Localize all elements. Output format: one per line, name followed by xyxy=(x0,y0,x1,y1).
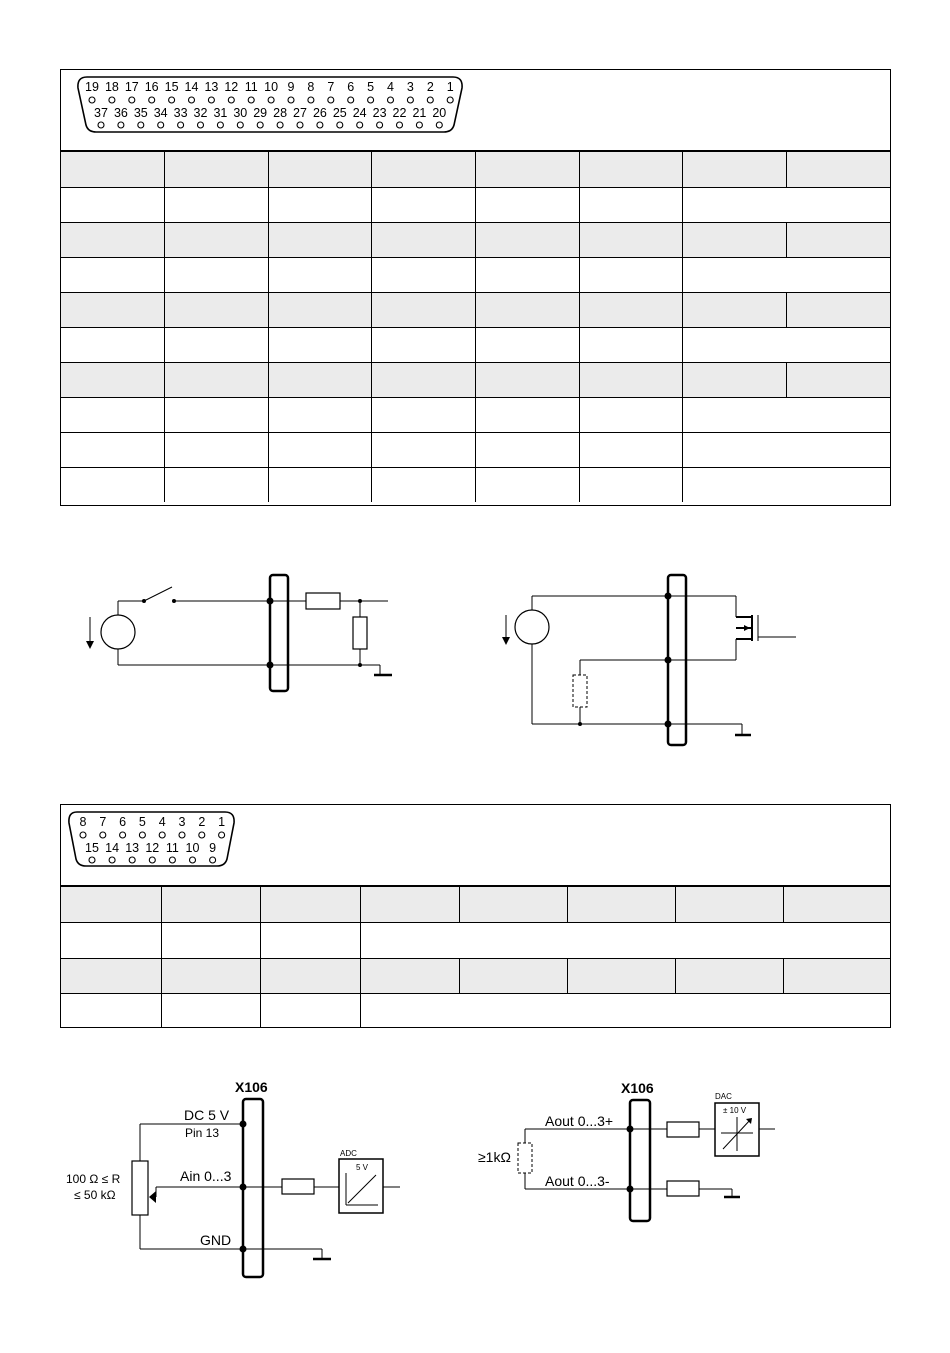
pin-number: 4 xyxy=(158,815,166,829)
switch-symbol xyxy=(144,587,172,601)
pin-contact xyxy=(149,97,155,103)
pin-contact xyxy=(169,97,175,103)
db37-connector-diagram xyxy=(61,70,481,150)
pin-number: 23 xyxy=(372,106,387,120)
pin-number: 34 xyxy=(153,106,168,120)
pin-number: 31 xyxy=(213,106,228,120)
pin-contact xyxy=(210,857,216,863)
pin-contact xyxy=(368,97,374,103)
pin-number: 14 xyxy=(184,80,199,94)
pin-contact xyxy=(427,97,433,103)
pin-contact xyxy=(337,122,343,128)
potentiometer xyxy=(132,1161,148,1215)
pin-number: 4 xyxy=(387,80,394,94)
pin-number: 12 xyxy=(145,841,160,855)
pin-number: 17 xyxy=(124,80,139,94)
pin-contact xyxy=(109,857,115,863)
pin-contact xyxy=(199,832,205,838)
pin-contact xyxy=(98,122,104,128)
pin-number: 7 xyxy=(327,80,335,94)
pin-contact xyxy=(436,122,442,128)
pin-contact xyxy=(447,97,453,103)
pin-number: 1 xyxy=(218,815,226,829)
current-source-symbol xyxy=(101,615,135,649)
pin-number: 12 xyxy=(224,80,239,94)
table-row xyxy=(61,958,890,993)
pin-number: 8 xyxy=(79,815,87,829)
pin-number: 25 xyxy=(332,106,347,120)
connector-db37-pin-table xyxy=(61,152,890,502)
connector-x106-panel xyxy=(60,804,891,1028)
digital-input-circuit xyxy=(70,565,410,705)
table-row xyxy=(61,993,890,1028)
adc-range-label: 5 V xyxy=(356,1163,369,1172)
pin-number: 29 xyxy=(253,106,268,120)
pin-contact xyxy=(308,97,314,103)
connector-bar xyxy=(630,1100,650,1221)
pin-number: 10 xyxy=(185,841,200,855)
pin-contact xyxy=(328,97,334,103)
pin-contact xyxy=(257,122,263,128)
pin-number: 22 xyxy=(392,106,407,120)
pin-contact xyxy=(317,122,323,128)
db15-connector-diagram xyxy=(61,805,261,885)
negative-label: Aout 0...3- xyxy=(545,1173,610,1189)
pin-contact xyxy=(407,97,413,103)
dac-label: DAC xyxy=(715,1092,732,1101)
load-label: ≥1kΩ xyxy=(478,1149,511,1165)
pin-number: 15 xyxy=(164,80,179,94)
positive-label: Aout 0...3+ xyxy=(545,1113,614,1129)
pin-number: 21 xyxy=(412,106,427,120)
ground-label: GND xyxy=(200,1232,232,1248)
pin-contact xyxy=(89,97,95,103)
pin-contact xyxy=(217,122,223,128)
pin-contact xyxy=(158,122,164,128)
table-row xyxy=(61,887,890,922)
pin-number: 36 xyxy=(113,106,128,120)
pin-number: 13 xyxy=(125,841,140,855)
pin-contact xyxy=(348,97,354,103)
pin-contact xyxy=(80,832,86,838)
pin-number: 6 xyxy=(119,815,127,829)
pin-number: 15 xyxy=(85,841,99,855)
table-row xyxy=(61,397,890,432)
table-row xyxy=(61,362,890,397)
pin-contact xyxy=(178,122,184,128)
pin-contact xyxy=(109,97,115,103)
series-resistor xyxy=(306,593,340,609)
pin-number: 16 xyxy=(144,80,159,94)
pin-contact xyxy=(189,97,195,103)
pin-number: 26 xyxy=(312,106,327,120)
pin-number: 11 xyxy=(165,841,179,855)
pin-number: 30 xyxy=(233,106,248,120)
pin-number: 37 xyxy=(94,106,108,120)
pin-number: 13 xyxy=(204,80,219,94)
pin-contact xyxy=(129,857,135,863)
pin-number: 35 xyxy=(133,106,148,120)
pin-contact xyxy=(237,122,243,128)
pin-contact xyxy=(268,97,274,103)
connector-db37-header xyxy=(61,70,890,152)
pin-number: 27 xyxy=(293,106,307,120)
pin-contact xyxy=(100,832,106,838)
supply-label: DC 5 V xyxy=(184,1107,230,1123)
pin-number: 9 xyxy=(209,841,217,855)
shunt-resistor xyxy=(353,617,367,649)
pin-contact xyxy=(159,832,165,838)
connector-x-db37-panel xyxy=(60,69,891,506)
pin-contact xyxy=(139,832,145,838)
pin-number: 32 xyxy=(193,106,208,120)
pin-contact xyxy=(357,122,363,128)
table-row xyxy=(61,467,890,502)
pin-number: 7 xyxy=(99,815,107,829)
pin-contact xyxy=(190,857,196,863)
pin-number: 3 xyxy=(178,815,186,829)
connector-db15-pin-table xyxy=(61,887,890,1028)
pin-contact xyxy=(219,832,225,838)
output-resistor-positive xyxy=(667,1122,699,1137)
pin-contact xyxy=(89,857,95,863)
pin-number: 20 xyxy=(432,106,447,120)
connector-bar xyxy=(270,575,288,691)
pin-number: 2 xyxy=(198,815,206,829)
pin-contact xyxy=(248,97,254,103)
table-row xyxy=(61,292,890,327)
pin-number: 24 xyxy=(352,106,367,120)
adc-label: ADC xyxy=(340,1149,357,1158)
pin-contact xyxy=(377,122,383,128)
pin-number: 1 xyxy=(446,80,454,94)
pin-number: 10 xyxy=(264,80,279,94)
table-row xyxy=(61,257,890,292)
pin-contact xyxy=(397,122,403,128)
pin-number: 28 xyxy=(273,106,288,120)
input-label: Ain 0...3 xyxy=(180,1168,232,1184)
analog-input-circuit xyxy=(60,1075,420,1285)
pin-contact xyxy=(297,122,303,128)
pin-number: 11 xyxy=(244,80,258,94)
pin-number: 33 xyxy=(173,106,188,120)
pin-number: 18 xyxy=(104,80,119,94)
pin-contact xyxy=(120,832,126,838)
dac-range-label: ± 10 V xyxy=(723,1106,747,1115)
pin-contact xyxy=(138,122,144,128)
analog-output-circuit xyxy=(475,1075,795,1235)
pin-contact xyxy=(149,857,155,863)
pin-number: 5 xyxy=(367,80,375,94)
pin-number: 14 xyxy=(105,841,120,855)
resistor-range-label-1: 100 Ω ≤ R xyxy=(66,1172,121,1186)
pin-contact xyxy=(118,122,124,128)
connector-db15-header xyxy=(61,805,890,887)
supply-pin-label: Pin 13 xyxy=(185,1126,220,1140)
pin-contact xyxy=(208,97,214,103)
pin-number: 19 xyxy=(85,80,99,94)
pin-contact xyxy=(198,122,204,128)
pin-number: 3 xyxy=(406,80,414,94)
table-row xyxy=(61,327,890,362)
current-source-symbol xyxy=(515,610,549,644)
pin-contact xyxy=(416,122,422,128)
table-row xyxy=(61,152,890,187)
input-resistor xyxy=(282,1179,314,1194)
pin-number: 5 xyxy=(138,815,146,829)
pin-number: 2 xyxy=(426,80,434,94)
pin-contact xyxy=(169,857,175,863)
pin-contact xyxy=(277,122,283,128)
optional-load-resistor xyxy=(573,675,587,707)
pin-number: 8 xyxy=(307,80,315,94)
pin-contact xyxy=(228,97,234,103)
pin-contact xyxy=(179,832,185,838)
table-row xyxy=(61,222,890,257)
connector-label: X106 xyxy=(621,1080,654,1096)
output-resistor-negative xyxy=(667,1181,699,1196)
table-row xyxy=(61,187,890,222)
pin-number: 9 xyxy=(287,80,295,94)
pin-contact xyxy=(288,97,294,103)
table-row xyxy=(61,432,890,467)
connector-label: X106 xyxy=(235,1079,268,1095)
pin-contact xyxy=(129,97,135,103)
pin-number: 6 xyxy=(347,80,355,94)
pin-contact xyxy=(388,97,394,103)
table-row xyxy=(61,922,890,958)
digital-output-circuit xyxy=(490,565,810,755)
load-resistor xyxy=(518,1143,532,1173)
wiper-arrow-icon xyxy=(149,1191,156,1203)
resistor-range-label-2: ≤ 50 kΩ xyxy=(74,1188,116,1202)
